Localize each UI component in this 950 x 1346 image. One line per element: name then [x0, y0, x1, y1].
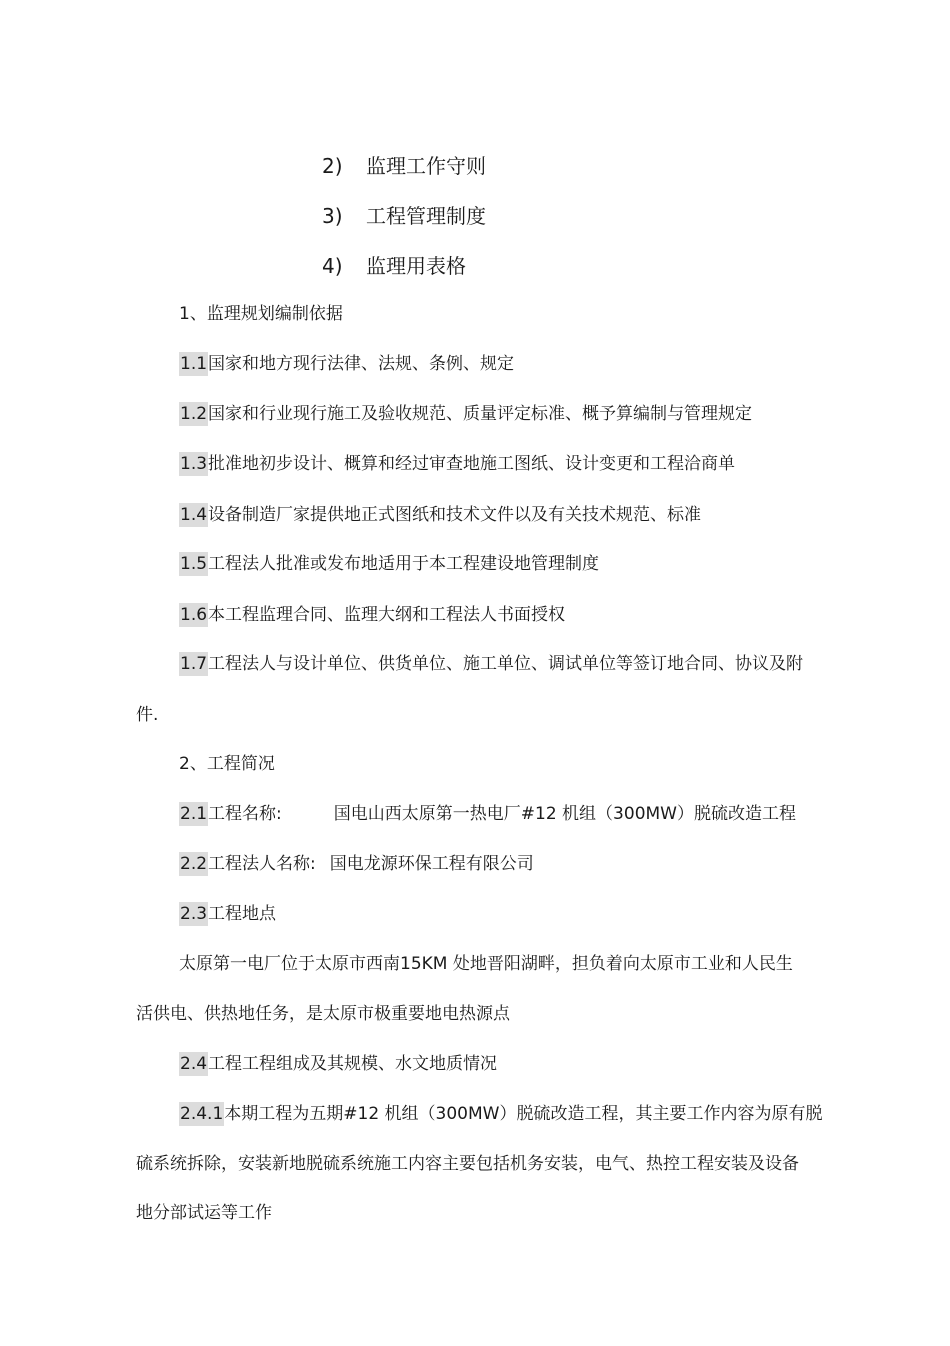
- paragraph-line: 硫系统拆除，安装新地脱硫系统施工内容主要包括机务安装，电气、热控工程安装及设备: [136, 1154, 799, 1174]
- list-item: [179, 652, 803, 676]
- list-text: 工程管理制度: [366, 204, 486, 228]
- item-number: 1.4: [180, 505, 208, 525]
- list-item: [179, 503, 701, 527]
- item-number: 2.2: [180, 854, 208, 874]
- item-number: 2.1: [180, 804, 208, 824]
- section-heading-2: 2、工程简况: [179, 754, 275, 774]
- list-number: 2): [322, 154, 343, 178]
- list-item: [179, 352, 514, 376]
- item-text: 工程法人批准或发布地适用于本工程建设地管理制度: [208, 554, 600, 574]
- item-text: 国家和地方现行法律、法规、条例、规定: [208, 354, 515, 374]
- list-item: [179, 452, 735, 476]
- item-value: 国电龙源环保工程有限公司: [329, 854, 534, 874]
- item-number: 2.3: [180, 904, 208, 924]
- list-text: 监理工作守则: [366, 154, 486, 178]
- paragraph-line: 太原第一电厂位于太原市西南15KM 处地晋阳湖畔，担负着向太原市工业和人民生: [179, 954, 793, 974]
- item-text: 设备制造厂家提供地正式图纸和技术文件以及有关技术规范、标准: [208, 505, 702, 525]
- list-number: 3): [322, 204, 343, 228]
- item-text: 工程法人与设计单位、供货单位、施工单位、调试单位等签订地合同、协议及附: [208, 654, 804, 674]
- item-number: 1.5: [180, 554, 208, 574]
- list-item: [179, 902, 276, 926]
- item-text: 本期工程为五期#12 机组（300MW）脱硫改造工程，其主要工作内容为原有脱: [224, 1104, 823, 1124]
- list-item: [322, 202, 486, 230]
- item-text: 工程工程组成及其规模、水文地质情况: [208, 1054, 498, 1074]
- list-item: [179, 603, 565, 627]
- list-item: [322, 152, 486, 180]
- list-item: [179, 1052, 497, 1076]
- item-label: 工程法人名称:: [208, 854, 316, 874]
- item-number: 2.4.1: [180, 1104, 224, 1124]
- project-owner-row: [179, 852, 534, 876]
- project-name-row: [179, 802, 796, 826]
- paragraph-line: 活供电、供热地任务，是太原市极重要地电热源点: [136, 1004, 510, 1024]
- list-number: 4): [322, 254, 343, 278]
- item-number: 1.3: [180, 454, 208, 474]
- list-item: [179, 402, 752, 426]
- item-number: 1.6: [180, 605, 208, 625]
- list-item: [179, 552, 599, 576]
- item-number: 1.7: [180, 654, 208, 674]
- item-number: 1.1: [180, 354, 208, 374]
- item-continuation: 件.: [136, 705, 159, 725]
- paragraph-line: 地分部试运等工作: [136, 1203, 272, 1223]
- item-text: 工程地点: [208, 904, 277, 924]
- list-item: [322, 252, 466, 280]
- item-text: 批准地初步设计、概算和经过审查地施工图纸、设计变更和工程洽商单: [208, 454, 736, 474]
- item-text: 本工程监理合同、监理大纲和工程法人书面授权: [208, 605, 566, 625]
- list-item: [179, 1102, 822, 1126]
- section-heading-1: 1、监理规划编制依据: [179, 304, 343, 324]
- item-number: 1.2: [180, 404, 208, 424]
- item-text: 国家和行业现行施工及验收规范、质量评定标准、概予算编制与管理规定: [208, 404, 753, 424]
- item-value: 国电山西太原第一热电厂#12 机组（300MW）脱硫改造工程: [333, 804, 796, 824]
- item-label: 工程名称:: [208, 804, 282, 824]
- item-number: 2.4: [180, 1054, 208, 1074]
- list-text: 监理用表格: [366, 254, 466, 278]
